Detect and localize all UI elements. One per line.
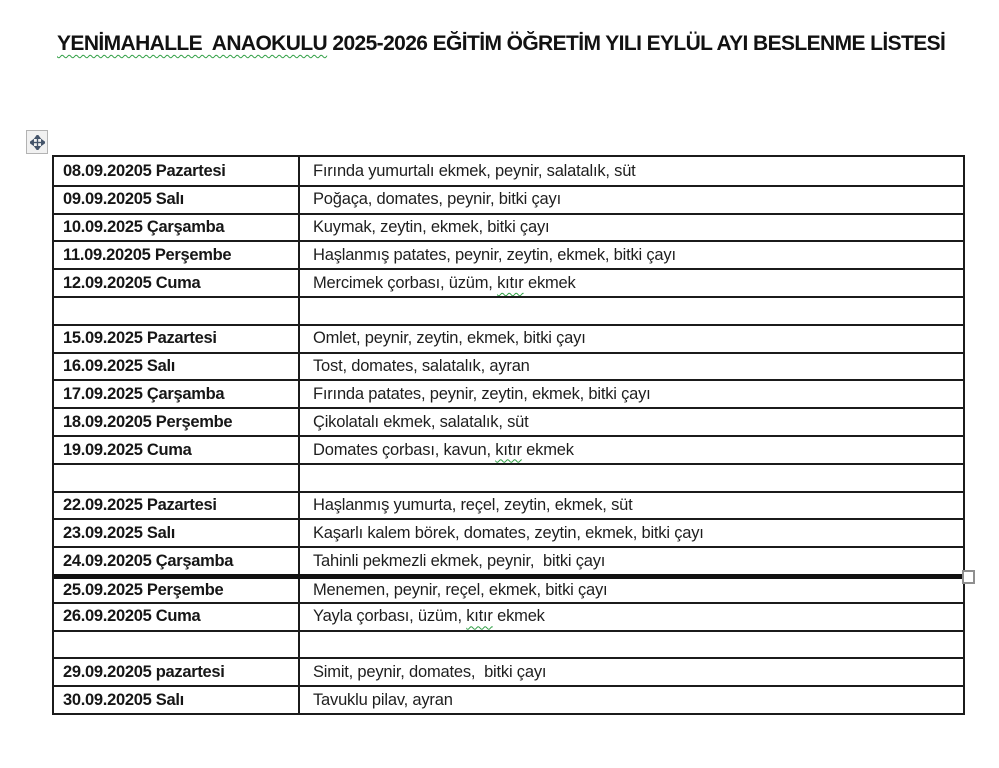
- meal-cell[interactable]: [300, 465, 963, 491]
- meal-cell[interactable]: Menemen, peynir, reçel, ekmek, bitki çayı: [313, 581, 608, 600]
- meal-table: [52, 155, 965, 715]
- date-cell[interactable]: 25.09.2025 Perşembe: [54, 579, 300, 602]
- table-row: [54, 268, 963, 296]
- date-cell[interactable]: 18.09.20205 Perşembe: [54, 409, 300, 435]
- empty-table-row: [54, 630, 963, 658]
- date-cell[interactable]: 22.09.2025 Pazartesi: [54, 493, 300, 519]
- title-rest-segment: 2025-2026 EĞİTİM ÖĞRETİM YILI EYLÜL AYI BESLENME LİSTESİ: [327, 32, 946, 55]
- table-row: [54, 324, 963, 352]
- date-cell[interactable]: 29.09.20205 pazartesi: [54, 659, 300, 685]
- spellcheck-flagged-word: kıtır: [466, 607, 493, 626]
- spellcheck-flagged-word: kıtır: [495, 440, 522, 459]
- page-title[interactable]: [57, 32, 945, 56]
- meal-cell[interactable]: Çikolatalı ekmek, salatalık, süt: [313, 412, 529, 431]
- meal-cell[interactable]: Haşlanmış patates, peynir, zeytin, ekmek, bitki çayı: [313, 246, 676, 265]
- meal-cell[interactable]: Tost, domates, salatalık, ayran: [313, 357, 530, 376]
- date-cell[interactable]: 09.09.20205 Salı: [54, 187, 300, 213]
- meal-cell[interactable]: Poğaça, domates, peynir, bitki çayı: [313, 190, 561, 209]
- meal-cell[interactable]: Kaşarlı kalem börek, domates, zeytin, ekmek, bitki çayı: [313, 524, 704, 542]
- date-cell[interactable]: 17.09.2025 Çarşamba: [54, 381, 300, 407]
- table-row: [54, 407, 963, 435]
- meal-cell[interactable]: Tahinli pekmezli ekmek, peynir, bitki çayı: [313, 551, 606, 570]
- table-resize-handle[interactable]: [962, 570, 975, 584]
- table-row: [54, 657, 963, 685]
- date-cell[interactable]: [54, 632, 300, 658]
- table-row: [54, 491, 963, 519]
- empty-table-row: [54, 463, 963, 491]
- meal-cell[interactable]: Haşlanmış yumurta, reçel, zeytin, ekmek, süt: [313, 496, 633, 515]
- meal-cell[interactable]: Domates çorbası, kavun, kıtır ekmek: [313, 440, 574, 459]
- date-cell[interactable]: 16.09.2025 Salı: [54, 354, 300, 380]
- table-row: [54, 546, 963, 574]
- date-cell[interactable]: [54, 465, 300, 491]
- table-row: [54, 685, 963, 713]
- meal-cell[interactable]: [300, 632, 963, 658]
- date-cell[interactable]: 08.09.20205 Pazartesi: [54, 157, 300, 185]
- table-row: [54, 379, 963, 407]
- move-arrows-icon: [30, 135, 45, 150]
- date-cell[interactable]: 26.09.20205 Cuma: [54, 604, 300, 630]
- table-row: [54, 574, 963, 602]
- table-row: [54, 185, 963, 213]
- table-row: [54, 602, 963, 630]
- spellcheck-flagged-word: kıtır: [497, 273, 524, 292]
- meal-cell[interactable]: Fırında yumurtalı ekmek, peynir, salatalık, süt: [313, 161, 636, 180]
- table-row: [54, 157, 963, 185]
- meal-cell[interactable]: Yayla çorbası, üzüm, kıtır ekmek: [313, 607, 545, 626]
- meal-cell[interactable]: Mercimek çorbası, üzüm, kıtır ekmek: [313, 273, 576, 292]
- date-cell[interactable]: 15.09.2025 Pazartesi: [54, 326, 300, 352]
- date-cell[interactable]: 24.09.20205 Çarşamba: [54, 548, 300, 574]
- title-spellcheck-flagged-segment: YENİMAHALLE ANAOKULU: [57, 32, 328, 55]
- table-row: [54, 213, 963, 241]
- date-cell[interactable]: 30.09.20205 Salı: [54, 687, 300, 713]
- meal-cell[interactable]: Omlet, peynir, zeytin, ekmek, bitki çayı: [313, 329, 586, 348]
- date-cell[interactable]: 19.09.2025 Cuma: [54, 437, 300, 463]
- date-cell[interactable]: 12.09.20205 Cuma: [54, 270, 300, 296]
- date-cell[interactable]: 23.09.2025 Salı: [54, 520, 300, 546]
- meal-cell[interactable]: [300, 298, 963, 324]
- table-row: [54, 435, 963, 463]
- table-row: [54, 352, 963, 380]
- date-cell[interactable]: 10.09.2025 Çarşamba: [54, 215, 300, 241]
- meal-cell[interactable]: Tavuklu pilav, ayran: [313, 690, 453, 709]
- meal-cell[interactable]: Fırında patates, peynir, zeytin, ekmek, bitki çayı: [313, 385, 651, 404]
- empty-table-row: [54, 296, 963, 324]
- table-move-handle[interactable]: [26, 130, 48, 154]
- table-row: [54, 518, 963, 546]
- date-cell[interactable]: [54, 298, 300, 324]
- date-cell[interactable]: 11.09.20205 Perşembe: [54, 242, 300, 268]
- table-row: [54, 240, 963, 268]
- meal-cell[interactable]: Simit, peynir, domates, bitki çayı: [313, 662, 547, 681]
- meal-cell[interactable]: Kuymak, zeytin, ekmek, bitki çayı: [313, 218, 550, 237]
